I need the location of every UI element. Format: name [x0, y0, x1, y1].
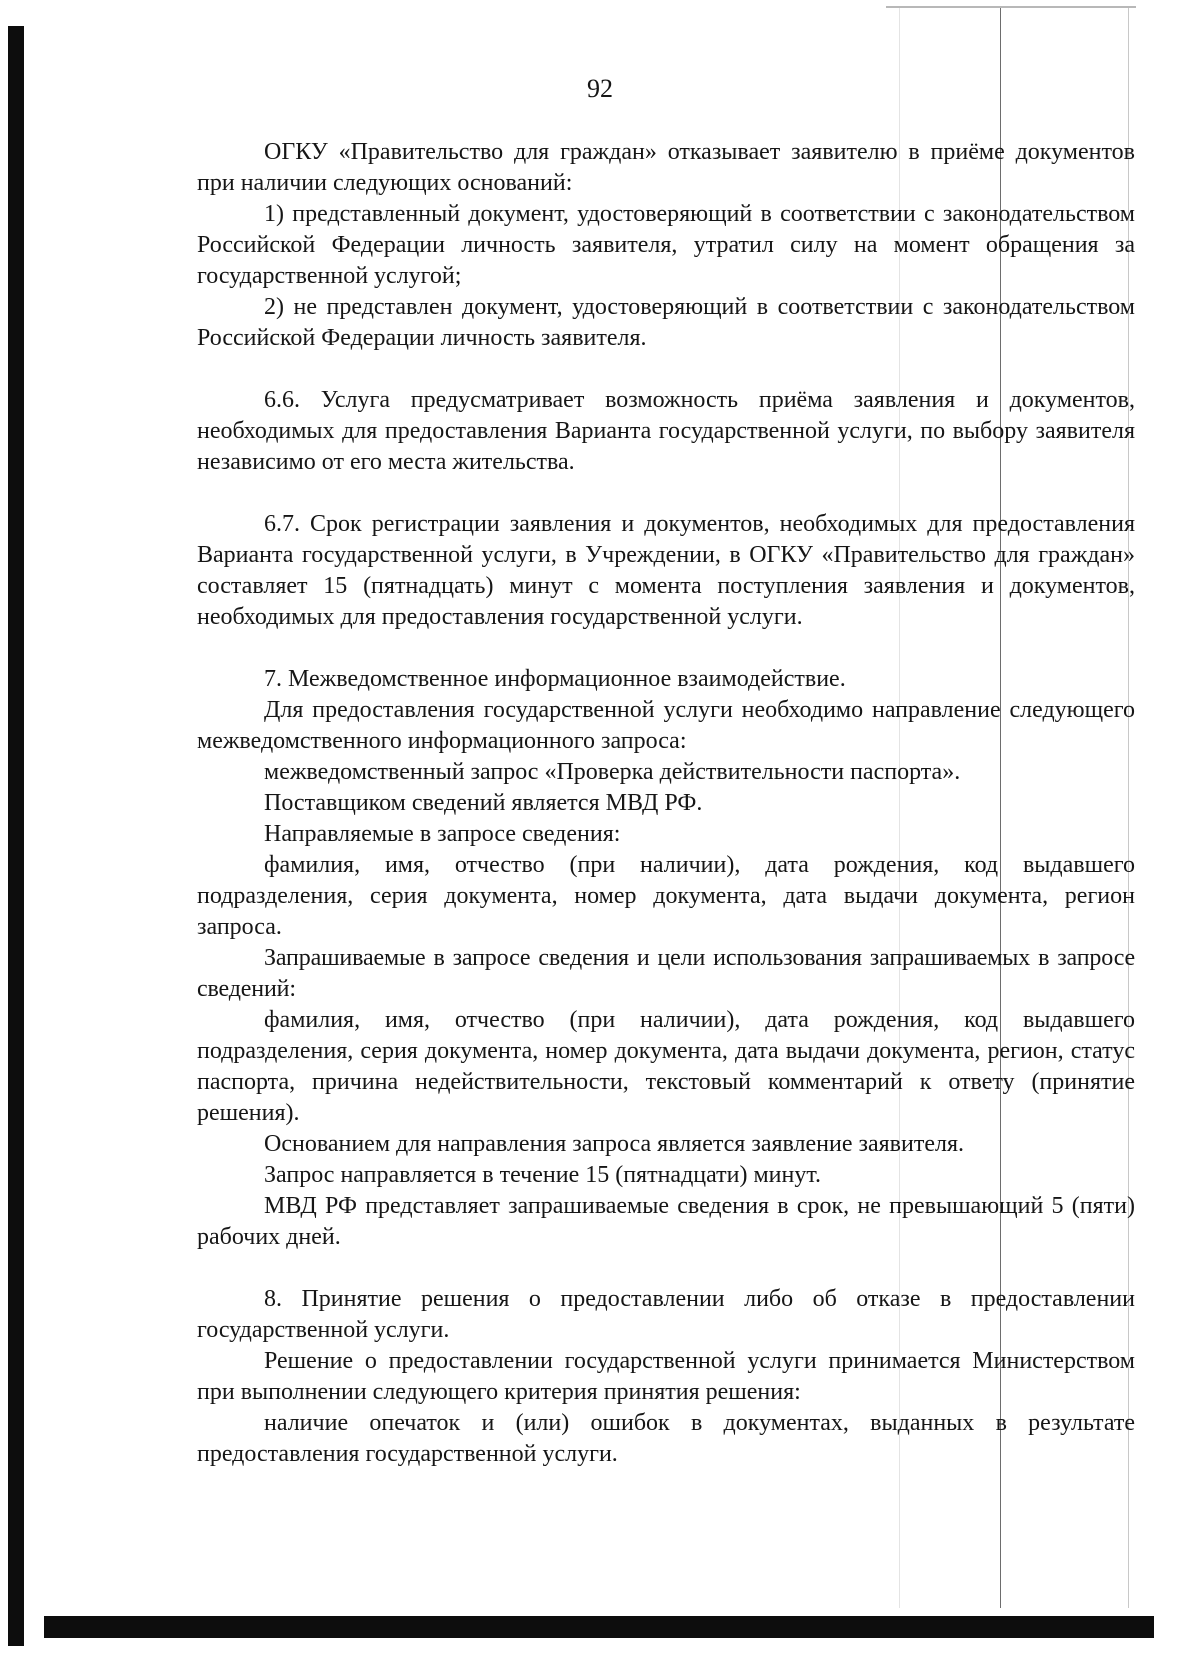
document-body [197, 137, 1135, 1470]
section-8-heading: 8. Принятие решения о предоставлении либо об отказе в предоставлении государственной услуги. [197, 1286, 1135, 1343]
scan-border-left [8, 26, 24, 1646]
paragraph-request-needed: Для предоставления государственной услуги необходимо направление следующего межведомственного информационного запроса: [197, 697, 1135, 754]
paragraph-6-6: 6.6. Услуга предусматривает возможность приёма заявления и документов, необходимых для предоставления Варианта государственной услуги, по выбору заявителя независимо от его места жительства. [197, 387, 1135, 475]
paragraph-refusal-item-2: 2) не представлен документ, удостоверяющий в соответствии с законодательством Российской Федерации личность заявителя. [197, 294, 1135, 351]
paragraph-requested-data: фамилия, имя, отчество (при наличии), дата рождения, код выдавшего подразделения, серия документа, номер документа, дата выдачи документа, регион, статус паспорта, причина недействительности, текстовый комментарий к ответу (принятие решения). [197, 1007, 1135, 1126]
paragraph-requested-data-heading: Запрашиваемые в запросе сведения и цели использования запрашиваемых в запросе сведений: [197, 945, 1135, 1002]
paragraph-refusal-item-1: 1) представленный документ, удостоверяющий в соответствии с законодательством Российской Федерации личность заявителя, утратил силу на момент обращения за государственной услугой; [197, 201, 1135, 289]
paragraph-refusal-intro: ОГКУ «Правительство для граждан» отказывает заявителю в приёме документов при наличии следующих оснований: [197, 139, 1135, 196]
paragraph-provider: Поставщиком сведений является МВД РФ. [264, 790, 703, 816]
page-number: 92 [587, 74, 613, 103]
scan-artifact-line [886, 6, 1136, 8]
paragraph-sent-data: фамилия, имя, отчество (при наличии), дата рождения, код выдавшего подразделения, серия документа, номер документа, дата выдачи документа, регион запроса. [197, 852, 1135, 940]
paragraph-decision-criteria: Решение о предоставлении государственной услуги принимается Министерством при выполнении следующего критерия принятия решения: [197, 1348, 1135, 1405]
paragraph-response-timing: МВД РФ представляет запрашиваемые сведения в срок, не превышающий 5 (пяти) рабочих дней. [197, 1193, 1135, 1250]
scan-border-bottom [44, 1616, 1154, 1638]
paragraph-request-name: межведомственный запрос «Проверка действительности паспорта». [264, 759, 961, 785]
paragraph-decision-criterion-1: наличие опечаток и (или) ошибок в документах, выданных в результате предоставления государственной услуги. [197, 1410, 1135, 1467]
paragraph-request-basis: Основанием для направления запроса является заявление заявителя. [264, 1131, 965, 1157]
paragraph-sent-data-heading: Направляемые в запросе сведения: [264, 821, 621, 847]
paragraph-6-7: 6.7. Срок регистрации заявления и документов, необходимых для предоставления Варианта государственной услуги, в Учреждении, в ОГКУ «Правительство для граждан» составляет 15 (пятнадцать) минут с момента поступления заявления и документов, необходимых для предоставления государственной услуги. [197, 511, 1135, 630]
section-7-heading: 7. Межведомственное информационное взаимодействие. [264, 666, 846, 692]
paragraph-request-timing: Запрос направляется в течение 15 (пятнадцати) минут. [264, 1162, 822, 1188]
